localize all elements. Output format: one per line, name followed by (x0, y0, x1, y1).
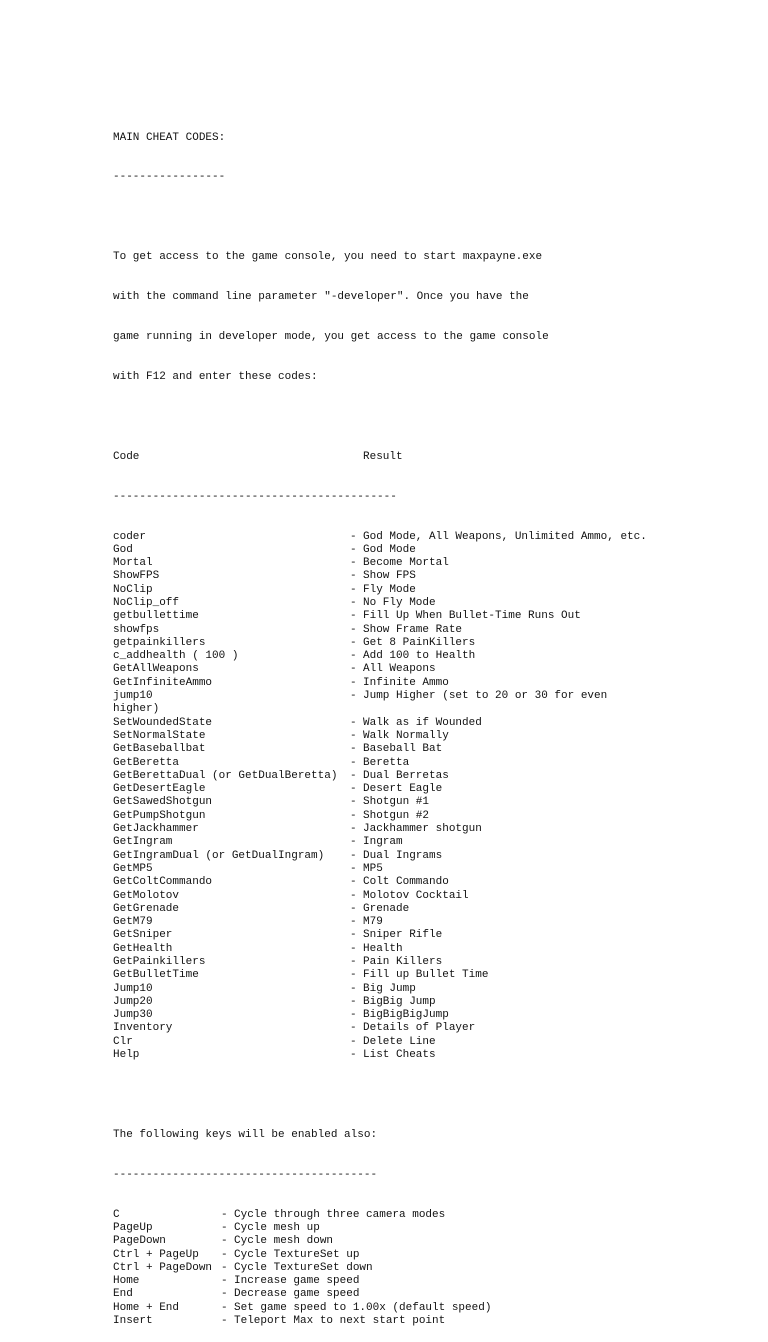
intro-line: To get access to the game console, you need to start maxpayne.exe (113, 251, 543, 264)
cheat-result: M79 (363, 916, 383, 929)
key-action: Teleport Max to next start point (234, 1315, 446, 1328)
cheat-result: Dual Berretas (363, 769, 449, 782)
cheat-code: getbullettime (113, 610, 199, 623)
dash-separator: - (221, 1208, 235, 1221)
cheat-result: Dual Ingrams (363, 849, 443, 862)
cheat-result: Health (363, 942, 403, 955)
cheat-code: GetHealth (113, 942, 173, 955)
cheat-result: Fill up Bullet Time (363, 969, 489, 982)
dash-separator: - (221, 1248, 235, 1261)
cheat-code: GetMolotov (113, 889, 180, 902)
header-code: Code (113, 450, 140, 463)
dash-separator: - (350, 756, 364, 769)
cheat-code: SetNormalState (113, 729, 206, 742)
dash-separator: - (350, 823, 364, 836)
key-action: Cycle mesh down (234, 1235, 334, 1248)
key-row (113, 1288, 753, 1301)
dash-separator: - (350, 916, 364, 929)
title-underline: ----------------- (113, 171, 226, 184)
dash-separator: - (350, 650, 364, 663)
table-row (113, 637, 753, 650)
cheat-result: Big Jump (363, 982, 416, 995)
key-action: Increase game speed (234, 1275, 360, 1288)
table-row (113, 836, 753, 849)
dash-separator: - (350, 995, 364, 1008)
dash-separator: - (350, 690, 364, 703)
dash-separator: - (350, 729, 364, 742)
table-row (113, 584, 753, 597)
dash-separator: - (350, 610, 364, 623)
cheat-result: Fly Mode (363, 583, 416, 596)
table-row (113, 783, 753, 796)
key-name: Ctrl + PageDown (113, 1261, 213, 1274)
dash-separator: - (350, 889, 364, 902)
cheat-code: GetBeretta (113, 756, 180, 769)
cheat-document (113, 105, 753, 1342)
dash-separator: - (350, 836, 364, 849)
key-action: Set game speed to 1.00x (default speed) (234, 1301, 492, 1314)
spacer (113, 1089, 753, 1102)
table-row (113, 1022, 753, 1035)
table-row (113, 677, 753, 690)
cheat-code: NoClip_off (113, 596, 180, 609)
cheat-code: GetBaseballbat (113, 743, 206, 756)
key-action: Decrease game speed (234, 1288, 360, 1301)
table-row (113, 770, 753, 783)
cheat-code: Jump10 (113, 982, 153, 995)
dash-separator: - (221, 1315, 235, 1328)
key-action: Cycle TextureSet up (234, 1248, 360, 1261)
table-row (113, 544, 753, 557)
cheat-code: c_addhealth ( 100 ) (113, 650, 239, 663)
dash-separator: - (350, 796, 364, 809)
intro-line: with the command line parameter "-developer". Once you have the (113, 291, 529, 304)
table-row (113, 557, 753, 570)
table-row (113, 1049, 753, 1062)
cheat-code: Jump20 (113, 995, 153, 1008)
cheat-result: Jump Higher (set to 20 or 30 for even (363, 690, 608, 703)
key-action: Cycle TextureSet down (234, 1261, 373, 1274)
dash-separator: - (350, 982, 364, 995)
cheat-code: GetPainkillers (113, 956, 206, 968)
cheat-code: coder (113, 530, 147, 543)
key-name: Insert (113, 1315, 153, 1328)
key-row (113, 1249, 753, 1262)
keys-underline: ---------------------------------------- (113, 1168, 378, 1181)
cheat-code: GetGrenade (113, 902, 180, 915)
cheat-result: Sniper Rifle (363, 929, 443, 942)
cheat-code: GetMP5 (113, 862, 153, 875)
cheat-code: showfps (113, 623, 160, 636)
dash-separator: - (350, 623, 364, 636)
cheat-code: SetWoundedState (113, 716, 213, 729)
dash-separator: - (221, 1261, 235, 1274)
cheat-result: Delete Line (363, 1035, 436, 1048)
cheat-result: Add 100 to Health (363, 650, 476, 663)
dash-separator: - (350, 1022, 364, 1035)
cheat-result: Molotov Cocktail (363, 889, 469, 902)
cheat-code: GetBulletTime (113, 969, 199, 982)
dash-separator: - (350, 743, 364, 756)
cheat-result: Shotgun #2 (363, 809, 430, 822)
cheat-result: Pain Killers (363, 956, 443, 968)
cheat-result: All Weapons (363, 663, 436, 676)
table-row (113, 929, 753, 942)
cheat-code: ShowFPS (113, 570, 160, 583)
dash-separator: - (350, 663, 364, 676)
intro-line: game running in developer mode, you get access to the game console (113, 331, 549, 344)
cheat-code: GetAllWeapons (113, 663, 199, 676)
dash-separator: - (221, 1301, 235, 1314)
cheat-result: God Mode, All Weapons, Unlimited Ammo, etc. (363, 530, 647, 543)
key-name: Home + End (113, 1301, 180, 1314)
dash-separator: - (350, 902, 364, 915)
cheat-code: Jump30 (113, 1009, 153, 1022)
dash-separator: - (221, 1221, 235, 1234)
spacer (113, 211, 753, 224)
key-row (113, 1235, 753, 1248)
key-action: Cycle mesh up (234, 1221, 320, 1234)
cheat-result: List Cheats (363, 1049, 436, 1062)
cheat-result: Get 8 PainKillers (363, 636, 476, 649)
dash-separator: - (350, 956, 364, 968)
cheat-code: God (113, 543, 133, 556)
dash-separator: - (350, 942, 364, 955)
cheat-result: Colt Commando (363, 876, 449, 889)
cheat-result: Infinite Ammo (363, 676, 449, 689)
spacer (113, 411, 753, 424)
key-row (113, 1222, 753, 1235)
key-name: PageDown (113, 1235, 166, 1248)
table-row (113, 863, 753, 876)
dash-separator: - (350, 557, 364, 570)
cheat-code: GetJackhammer (113, 823, 199, 836)
table-row (113, 916, 753, 929)
table-row (113, 956, 753, 969)
cheat-result: Ingram (363, 836, 403, 849)
cheat-code: getpainkillers (113, 636, 206, 649)
dash-separator: - (350, 1035, 364, 1048)
table-row (113, 796, 753, 809)
table-row (113, 531, 753, 544)
table-row (113, 969, 753, 982)
key-row (113, 1302, 753, 1315)
cheat-result: Details of Player (363, 1022, 476, 1035)
dash-separator: - (350, 969, 364, 982)
key-row (113, 1262, 753, 1275)
table-row (113, 1009, 753, 1022)
table-row (113, 650, 753, 663)
table-row (113, 624, 753, 637)
cheat-code: jump10 (113, 690, 153, 703)
dash-separator: - (350, 1009, 364, 1022)
key-name: End (113, 1288, 133, 1301)
cheat-result: Desert Eagle (363, 783, 443, 796)
table-header (113, 451, 753, 464)
dash-separator: - (350, 929, 364, 942)
table-row (113, 597, 753, 610)
cheat-code: GetColtCommando (113, 876, 213, 889)
cheat-code: GetBerettaDual (or GetDualBeretta) (113, 769, 338, 782)
table-row (113, 610, 753, 623)
key-action: Cycle through three camera modes (234, 1208, 446, 1221)
header-result: Result (363, 450, 403, 463)
table-row (113, 663, 753, 676)
dash-separator: - (350, 783, 364, 796)
table-row (113, 823, 753, 836)
table-row (113, 810, 753, 823)
table-row (113, 717, 753, 730)
cheat-code: GetPumpShotgun (113, 809, 206, 822)
cheat-code: GetM79 (113, 916, 153, 929)
cheat-code: Inventory (113, 1022, 173, 1035)
cheat-result: God Mode (363, 543, 416, 556)
key-row (113, 1275, 753, 1288)
dash-separator: - (350, 876, 364, 889)
cheat-result: Show FPS (363, 570, 416, 583)
dash-separator: - (350, 596, 364, 609)
dash-separator: - (350, 849, 364, 862)
table-row (113, 570, 753, 583)
dash-separator: - (350, 809, 364, 822)
table-row (113, 943, 753, 956)
cheat-result: Jackhammer shotgun (363, 823, 482, 836)
key-list (113, 1209, 753, 1329)
table-row (113, 876, 753, 889)
cheat-result: Grenade (363, 902, 410, 915)
cheat-result: Show Frame Rate (363, 623, 463, 636)
key-row (113, 1315, 753, 1328)
cheat-code: NoClip (113, 583, 153, 596)
cheat-result: Fill Up When Bullet-Time Runs Out (363, 610, 581, 623)
dash-separator: - (350, 583, 364, 596)
table-row (113, 1036, 753, 1049)
cheat-result: Walk as if Wounded (363, 716, 482, 729)
key-name: Home (113, 1275, 140, 1288)
cheat-result: Beretta (363, 756, 410, 769)
intro-line: with F12 and enter these codes: (113, 370, 318, 383)
table-row (113, 983, 753, 996)
cheat-code: Help (113, 1049, 140, 1062)
key-row (113, 1209, 753, 1222)
table-row (113, 996, 753, 1009)
dash-separator: - (350, 676, 364, 689)
table-row (113, 757, 753, 770)
dash-separator: - (350, 716, 364, 729)
dash-separator: - (221, 1275, 235, 1288)
cheat-code: Mortal (113, 557, 153, 570)
cheat-result: Become Mortal (363, 557, 449, 570)
table-row (113, 903, 753, 916)
cheat-code: GetSawedShotgun (113, 796, 213, 809)
table-row (113, 850, 753, 863)
key-name: Ctrl + PageUp (113, 1248, 199, 1261)
cheat-code: GetIngram (113, 836, 173, 849)
cheat-code: GetDesertEagle (113, 783, 206, 796)
cheat-result: BigBig Jump (363, 995, 436, 1008)
key-name: C (113, 1208, 120, 1221)
cheat-result: Baseball Bat (363, 743, 443, 756)
table-row (113, 690, 753, 703)
cheat-code-list (113, 531, 753, 1063)
dash-separator: - (350, 530, 364, 543)
cheat-result: No Fly Mode (363, 596, 436, 609)
dash-separator: - (350, 769, 364, 782)
keys-heading: The following keys will be enabled also: (113, 1128, 378, 1141)
dash-separator: - (221, 1235, 235, 1248)
dash-separator: - (350, 570, 364, 583)
dash-separator: - (350, 1049, 364, 1062)
dash-separator: - (350, 636, 364, 649)
table-row (113, 730, 753, 743)
page-title: MAIN CHEAT CODES: (113, 131, 226, 144)
cheat-result: MP5 (363, 862, 383, 875)
cheat-result-continuation: higher) (113, 703, 160, 716)
key-name: PageUp (113, 1221, 153, 1234)
cheat-code: Clr (113, 1035, 133, 1048)
cheat-code: GetInfiniteAmmo (113, 676, 213, 689)
cheat-code: GetSniper (113, 929, 173, 942)
table-row (113, 743, 753, 756)
cheat-result: Shotgun #1 (363, 796, 430, 809)
cheat-result: BigBigBigJump (363, 1009, 449, 1022)
cheat-result: Walk Normally (363, 729, 449, 742)
table-row (113, 890, 753, 903)
dash-separator: - (350, 543, 364, 556)
dash-separator: - (350, 862, 364, 875)
table-header-rule: ------------------------------------------- (113, 490, 397, 503)
cheat-code: GetIngramDual (or GetDualIngram) (113, 849, 325, 862)
dash-separator: - (221, 1288, 235, 1301)
